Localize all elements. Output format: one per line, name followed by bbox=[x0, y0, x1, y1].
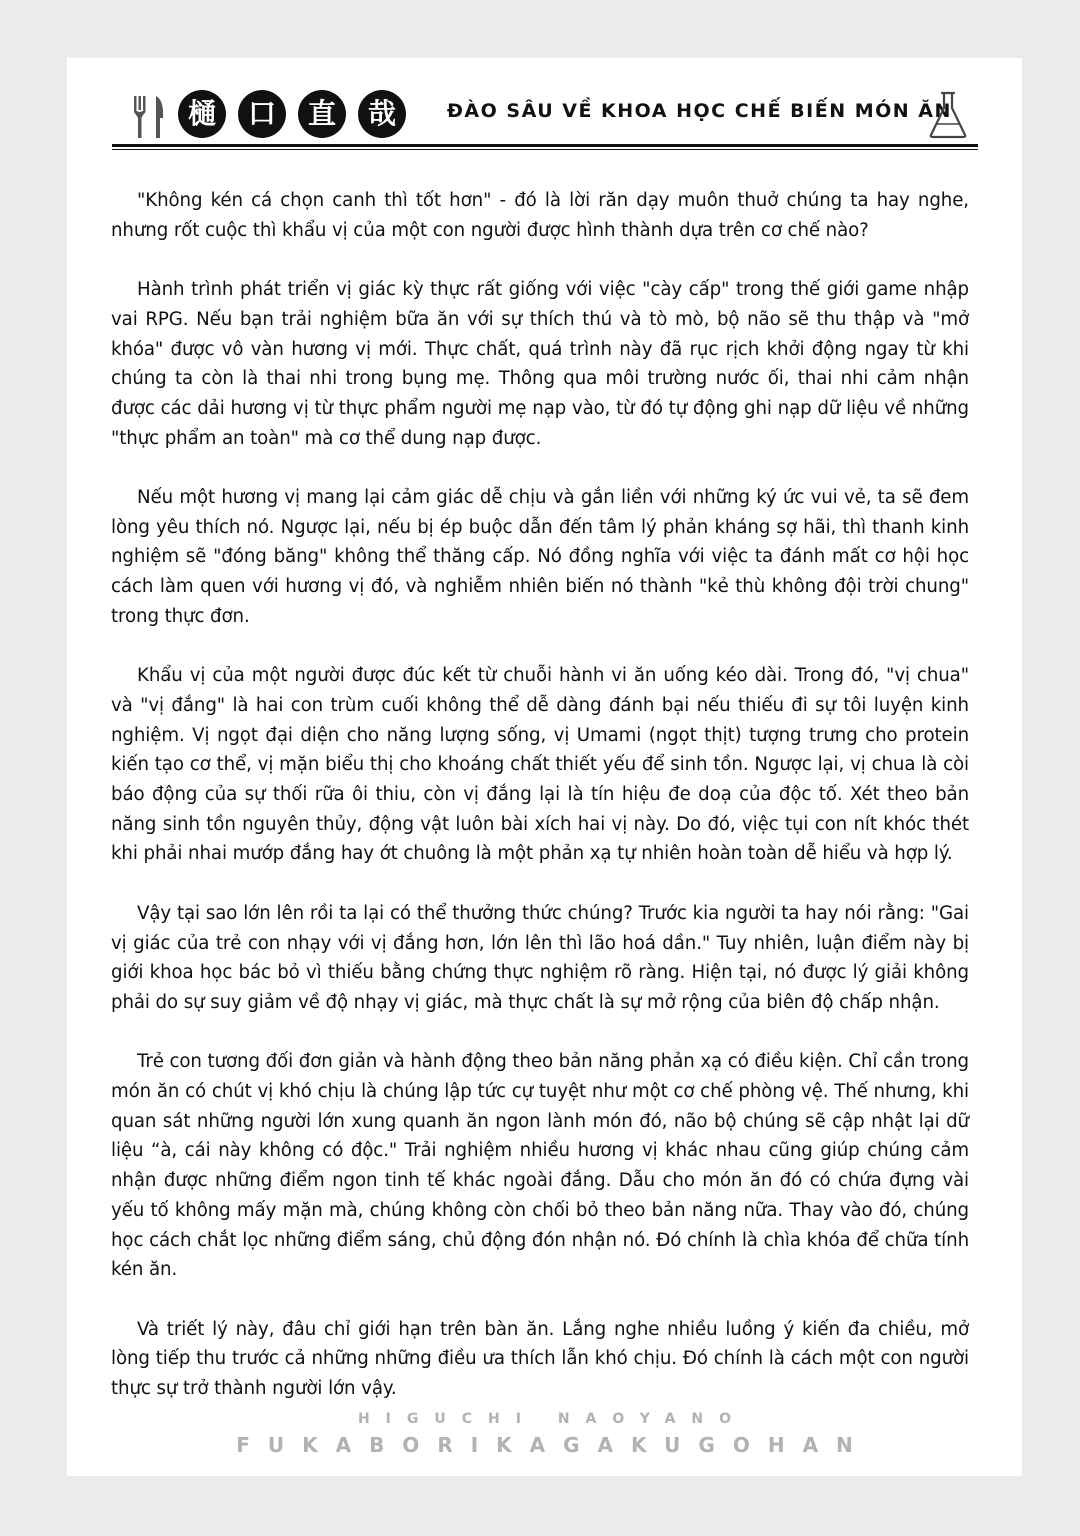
paragraph-1: "Không kén cá chọn canh thì tốt hơn" - đó là lời răn dạy muôn thuở chúng ta hay nghe, nhưng rốt cuộc thì khẩu vị của một con người được hình thành dựa trên cơ chế nào? bbox=[111, 190, 969, 241]
header-rule-thin bbox=[112, 149, 978, 150]
paragraph-4: Khẩu vị của một người được đúc kết từ chuỗi hành vi ăn uống kéo dài. Trong đó, "vị chua" và "vị đắng" là hai con trùm cuối không thể dễ dàng đánh bại nếu thiếu đi sự tôi luyện kinh nghiệm. Vị ngọt đại diện cho năng lượng sống, vị Umami (ngọt thịt) tượng trưng cho protein kiến tạo cơ thể, vị mặn biểu thị cho khoáng chất thiết yếu để sinh tồn. Ngược lại, vị chua là còi báo động của sự thối rữa ôi thiu, còn vị đắng lại là tín hiệu đe doạ của độc tố. Xét theo bản năng sinh tồn nguyên thủy, động vật luôn bài xích hai vị này. Do đó, việc tụi con nít khóc thét khi phải nhai mướp đắng hay ớt chuông là một phản xạ tự nhiên hoàn toàn dễ hiểu và hợp lý. bbox=[111, 665, 969, 865]
paragraph-7: Và triết lý này, đâu chỉ giới hạn trên bàn ăn. Lắng nghe nhiều luồng ý kiến đa chiều, mở lòng tiếp thu trước cả những những điều ưa thích lẫn khó chịu. Đó chính là cách một con người thực sự trở thành người lớn vậy. bbox=[111, 1318, 969, 1400]
header-rule bbox=[112, 144, 978, 147]
footer-series: FUKABORIKAGAKUGOHAN bbox=[236, 1433, 871, 1457]
header bbox=[112, 86, 978, 146]
article-body bbox=[111, 186, 969, 1433]
kanji-seal-3: 直 bbox=[298, 90, 346, 138]
flask-icon bbox=[928, 90, 968, 140]
footer-author: HIGUCHI NAOYANO bbox=[357, 1411, 748, 1427]
kanji-seal-2: 口 bbox=[238, 90, 286, 138]
kanji-seal-4: 哉 bbox=[358, 90, 406, 138]
fork-knife-icon bbox=[132, 94, 168, 140]
paragraph-3: Nếu một hương vị mang lại cảm giác dễ chịu và gắn liền với những ký ức vui vẻ, ta sẽ đem lòng yêu thích nó. Ngược lại, nếu bị ép buộc dẫn đến tâm lý phản kháng sợ hãi, thì thanh kinh nghiệm sẽ "đóng băng" không thể thăng cấp. Nó đồng nghĩa với việc ta đánh mất cơ hội học cách làm quen với hương vị đó, và nghiễm nhiên biến nó thành "kẻ thù không đội trời chung" trong thực đơn. bbox=[111, 487, 969, 627]
paragraph-6: Trẻ con tương đối đơn giản và hành động theo bản năng phản xạ có điều kiện. Chỉ cần trong món ăn có chút vị khó chịu là chúng lập tức cự tuyệt như một cơ chế phòng vệ. Thế nhưng, khi quan sát những người lớn xung quanh ăn ngon lành món đó, não bộ chúng sẽ cập nhật lại dữ liệu “à, cái này không có độc." Trải nghiệm nhiều hương vị khác nhau cũng giúp chúng cảm nhận được những điểm ngon tinh tế khác ngoài đắng. Dẫu cho món ăn đó có chứa đựng vài yếu tố không mấy mặn mà, chúng không còn chối bỏ theo bản năng nữa. Thay vào đó, chúng học cách chắt lọc những điểm sáng, chủ động đón nhận nó. Đó chính là chìa khóa để chữa tính kén ăn. bbox=[111, 1051, 969, 1281]
header-title: ĐÀO SÂU VỀ KHOA HỌC CHẾ BIẾN MÓN ĂN bbox=[447, 100, 952, 122]
kanji-seal-1: 樋 bbox=[178, 90, 226, 138]
paragraph-2: Hành trình phát triển vị giác kỳ thực rất giống với việc "cày cấp" trong thế giới game nhập vai RPG. Nếu bạn trải nghiệm bữa ăn với sự thích thú và tò mò, bộ não sẽ thu thập và "mở khóa" được vô vàn hương vị mới. Thực chất, quá trình này đã rục rịch khởi động ngay từ khi chúng ta còn là thai nhi trong bụng mẹ. Thông qua môi trường nước ối, thai nhi cảm nhận được các dải hương vị từ thực phẩm người mẹ nạp vào, từ đó tự động ghi nạp dữ liệu về những "thực phẩm an toàn" mà cơ thể dung nạp được. bbox=[111, 279, 969, 449]
page bbox=[67, 58, 1022, 1476]
paragraph-5: Vậy tại sao lớn lên rồi ta lại có thể thưởng thức chúng? Trước kia người ta hay nói rằng: "Gai vị giác của trẻ con nhạy với vị đắng hơn, lớn lên thì lão hoá dần." Tuy nhiên, luận điểm này bị giới khoa học bác bỏ vì thiếu bằng chứng thực nghiệm rõ ràng. Hiện tại, nó được lý giải không phải do sự suy giảm về độ nhạy vị giác, mà thực chất là sự mở rộng của biên độ chấp nhận. bbox=[111, 902, 969, 1013]
